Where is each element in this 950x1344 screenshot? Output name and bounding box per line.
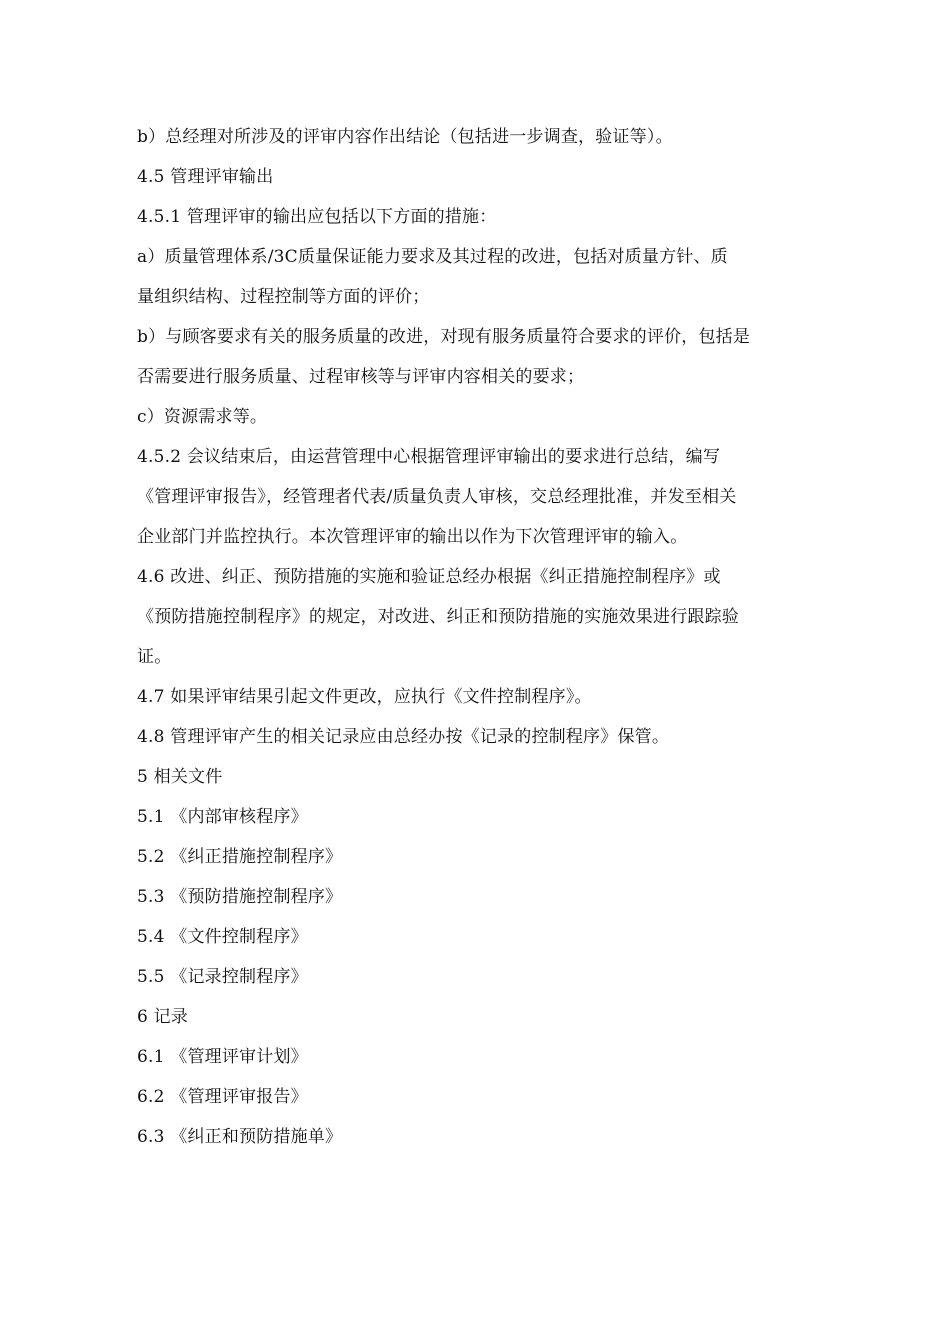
paragraph-4-8: 4.8 管理评审产生的相关记录应由总经办按《记录的控制程序》保管。 bbox=[137, 727, 670, 747]
paragraph-a-line-2: 量组织结构、过程控制等方面的评价； bbox=[137, 287, 430, 307]
paragraph-b-conclusion: b）总经理对所涉及的评审内容作出结论（包括进一步调查，验证等）。 bbox=[137, 127, 673, 147]
paragraph-4-6-line-1: 4.6 改进、纠正、预防措施的实施和验证总经办根据《纠正措施控制程序》或 bbox=[137, 567, 721, 587]
paragraph-4-5-2-line-3: 企业部门并监控执行。本次管理评审的输出以作为下次管理评审的输入。 bbox=[137, 527, 688, 547]
paragraph-4-6-line-2: 《预防措施控制程序》的规定，对改进、纠正和预防措施的实施效果进行跟踪验 bbox=[137, 607, 739, 627]
paragraph-4-6-line-3: 证。 bbox=[137, 647, 172, 667]
paragraph-b-line-2: 否需要进行服务质量、过程审核等与评审内容相关的要求； bbox=[137, 367, 585, 387]
heading-4-5: 4.5 管理评审输出 bbox=[137, 167, 274, 187]
paragraph-c: c）资源需求等。 bbox=[137, 407, 268, 427]
paragraph-b-line-1: b）与顾客要求有关的服务质量的改进，对现有服务质量符合要求的评价，包括是 bbox=[137, 327, 751, 347]
related-doc-5-4: 5.4 《文件控制程序》 bbox=[137, 927, 308, 947]
related-doc-5-2: 5.2 《纠正措施控制程序》 bbox=[137, 847, 343, 867]
heading-5-related-documents: 5 相关文件 bbox=[137, 767, 223, 787]
related-doc-5-5: 5.5 《记录控制程序》 bbox=[137, 967, 308, 987]
document-body bbox=[137, 117, 827, 1157]
paragraph-4-7: 4.7 如果评审结果引起文件更改，应执行《文件控制程序》。 bbox=[137, 687, 592, 707]
record-6-3: 6.3 《纠正和预防措施单》 bbox=[137, 1127, 343, 1147]
record-6-1: 6.1 《管理评审计划》 bbox=[137, 1047, 308, 1067]
paragraph-4-5-2-line-2: 《管理评审报告》，经管理者代表/质量负责人审核，交总经理批准，并发至相关 bbox=[137, 487, 737, 507]
record-6-2: 6.2 《管理评审报告》 bbox=[137, 1087, 308, 1107]
paragraph-a-line-1: a）质量管理体系/3C质量保证能力要求及其过程的改进，包括对质量方针、质 bbox=[137, 247, 728, 267]
paragraph-4-5-2-line-1: 4.5.2 会议结束后，由运营管理中心根据管理评审输出的要求进行总结，编写 bbox=[137, 447, 721, 467]
related-doc-5-1: 5.1 《内部审核程序》 bbox=[137, 807, 308, 827]
paragraph-4-5-1: 4.5.1 管理评审的输出应包括以下方面的措施： bbox=[137, 207, 497, 227]
heading-6-records: 6 记录 bbox=[137, 1007, 189, 1027]
related-doc-5-3: 5.3 《预防措施控制程序》 bbox=[137, 887, 343, 907]
